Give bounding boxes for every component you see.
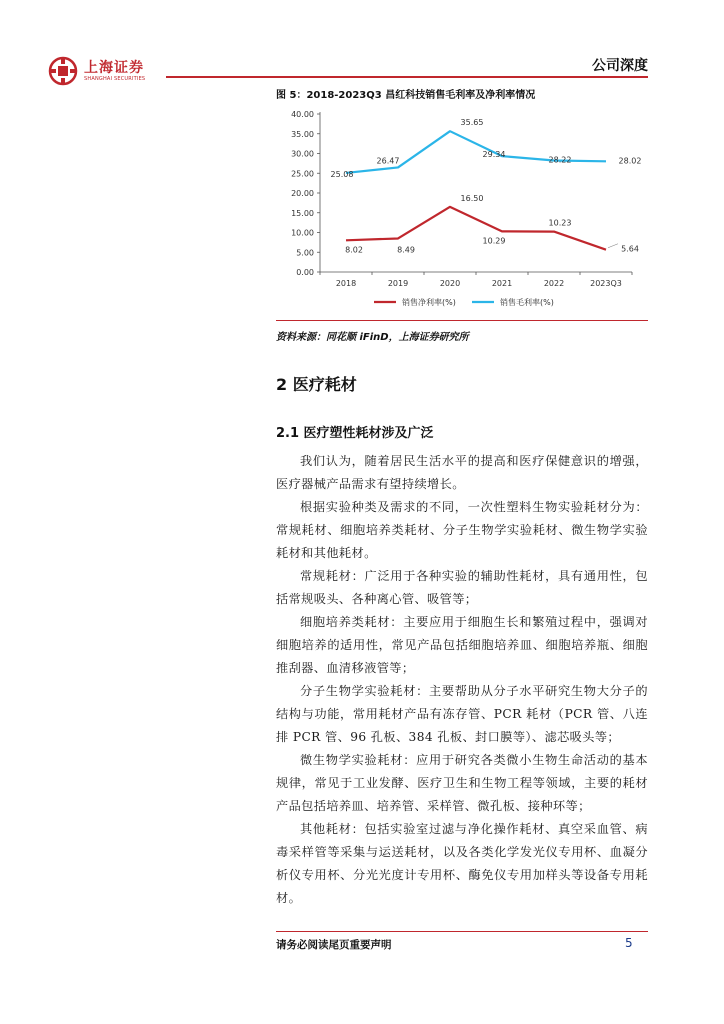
legend-label: 销售毛利率(%) (500, 298, 554, 307)
margin-chart-svg (276, 102, 648, 322)
logo-subtitle: SHANGHAI SECURITIES (84, 75, 146, 82)
x-tick-label: 2019 (387, 279, 409, 288)
figure-divider (276, 320, 648, 321)
x-tick-label: 2020 (439, 279, 461, 288)
company-logo (48, 56, 145, 86)
margin-chart (276, 102, 648, 322)
footer-divider (276, 931, 648, 932)
figure-caption: 图 5：2018-2023Q3 昌红科技销售毛利率及净利率情况 (276, 90, 536, 101)
y-tick-label: 30.00 (291, 149, 314, 159)
paragraph: 根据实验种类及需求的不同，一次性塑料生物实验耗材分为：常规耗材、细胞培养类耗材、分子生物学实验耗材、微生物学实验耗材和其他耗材。 (276, 500, 648, 560)
paragraph: 细胞培养类耗材：主要应用于细胞生长和繁殖过程中，强调对细胞培养的适用性，常见产品包括细胞培养皿、细胞培养瓶、细胞推刮器、血清移液管等； (276, 615, 648, 675)
data-label: 25.08 (330, 169, 354, 179)
logo-emblem-icon (48, 56, 78, 86)
y-tick-label: 15.00 (291, 208, 314, 218)
paragraph: 常规耗材：广泛用于各种实验的辅助性耗材，具有通用性，包括常规吸头、各种离心管、吸管等； (276, 569, 648, 606)
data-label: 35.65 (460, 118, 484, 128)
data-label: 28.02 (618, 156, 642, 166)
figure-source: 资料来源：同花顺 iFinD，上海证券研究所 (276, 332, 469, 343)
data-label: 26.47 (376, 156, 400, 166)
data-label: 16.50 (460, 193, 484, 203)
data-label: 10.23 (548, 218, 572, 228)
paragraph: 微生物学实验耗材：应用于研究各类微小生物生命活动的基本规律，常见于工业发酵、医疗卫生和生物工程等领域，主要的耗材产品包括培养皿、培养管、采样管、微孔板、接种环等； (276, 753, 648, 813)
legend-label: 销售净利率(%) (402, 298, 456, 307)
x-tick-label: 2021 (491, 279, 513, 288)
data-label: 28.22 (548, 155, 572, 165)
y-tick-label: 35.00 (291, 129, 314, 139)
y-tick-label: 40.00 (291, 110, 314, 119)
page-header (48, 50, 648, 86)
paragraph: 分子生物学实验耗材：主要帮助从分子水平研究生物大分子的结构与功能，常用耗材产品有冻存管、PCR 耗材（PCR 管、八连排 PCR 管、96 孔板、384 孔板、封口膜等）、滤芯吸头等； (276, 684, 648, 744)
data-label: 5.64 (621, 244, 639, 254)
leader-line (608, 244, 618, 248)
data-label: 29.34 (482, 150, 506, 160)
report-type-title: 公司深度 (592, 58, 648, 74)
data-label: 8.49 (397, 245, 415, 255)
disclaimer-note: 请务必阅读尾页重要声明 (276, 939, 392, 951)
page-number: 5 (625, 936, 633, 950)
x-tick-label: 2018 (335, 279, 357, 288)
x-tick-label: 2022 (543, 279, 565, 288)
header-divider (166, 76, 648, 78)
paragraph: 我们认为，随着居民生活水平的提高和医疗保健意识的增强，医疗器械产品需求有望持续增长。 (276, 454, 648, 491)
y-tick-label: 20.00 (291, 189, 314, 198)
section-heading: 2 医疗耗材 (276, 375, 357, 394)
paragraph: 其他耗材：包括实验室过滤与净化操作耗材、真空采血管、病毒采样管等采集与运送耗材，以及各类化学发光仪专用杯、血凝分析仪专用杯、分光光度计专用杯、酶免仪专用加样头等设备专用耗材。 (276, 822, 648, 905)
subsection-heading: 2.1 医疗塑性耗材涉及广泛 (276, 426, 434, 441)
body-text (276, 450, 648, 910)
y-tick-label: 5.00 (296, 248, 314, 258)
y-tick-label: 10.00 (291, 228, 314, 238)
logo-name: 上海证券 (84, 59, 144, 76)
data-label: 8.02 (345, 245, 363, 255)
x-tick-label: 2023Q3 (590, 279, 622, 288)
series-line-gross-margin (346, 131, 606, 173)
y-tick-label: 0.00 (296, 268, 314, 277)
y-tick-label: 25.00 (291, 169, 314, 179)
data-label: 10.29 (482, 236, 506, 246)
series-line-net-margin (346, 207, 606, 250)
